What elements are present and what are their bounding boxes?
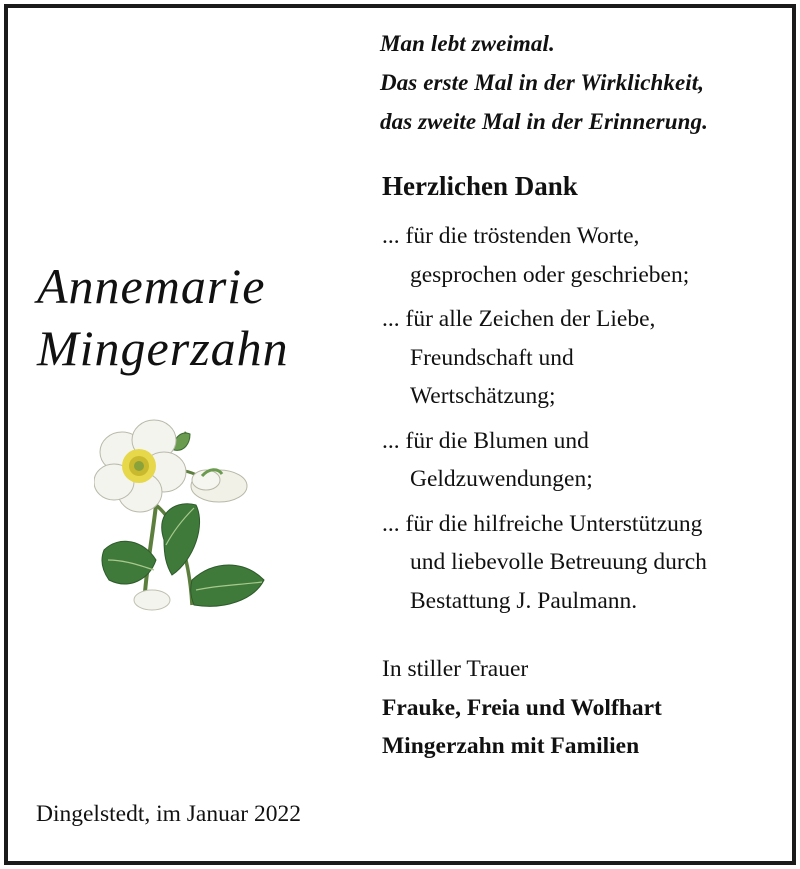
deceased-last-name: Mingerzahn xyxy=(37,320,289,376)
thanks-item-line: gesprochen oder geschrieben; xyxy=(410,261,690,288)
thanks-item xyxy=(382,300,782,416)
thanks-item-line: ... für die Blumen und xyxy=(382,427,589,454)
place-date: Dingelstedt, im Januar 2022 xyxy=(36,801,301,827)
motto-line-3: das zweite Mal in der Erinnerung. xyxy=(380,109,708,134)
thanks-item-line: und liebevolle Betreuung durch xyxy=(410,549,707,575)
thanks-item-line: ... für die hilfreiche Unterstützung xyxy=(382,510,703,537)
motto-line-1: Man lebt zweimal. xyxy=(380,31,555,56)
mourners-names-line-1: Frauke, Freia und Wolfhart xyxy=(382,694,662,721)
thanks-heading: Herzlichen Dank xyxy=(382,171,578,201)
mourners-intro: In stiller Trauer xyxy=(382,656,529,682)
thanks-item xyxy=(382,505,782,621)
motto-line-2: Das erste Mal in der Wirklichkeit, xyxy=(380,70,705,95)
deceased-first-name: Annemarie xyxy=(37,258,266,314)
thanks-item-line: Geldzuwendungen; xyxy=(410,466,593,492)
mourners xyxy=(382,650,782,766)
thanks-item-line: ... für die tröstenden Worte, xyxy=(382,223,640,249)
hellebore-flower-icon xyxy=(94,410,274,615)
motto xyxy=(380,24,780,141)
thanks-list xyxy=(382,217,782,626)
thanks-item-line: Bestattung J. Paulmann. xyxy=(410,587,638,614)
thanks-item-line: ... für alle Zeichen der Liebe, xyxy=(382,306,656,332)
deceased-name xyxy=(37,255,367,379)
thanks-item xyxy=(382,217,782,294)
thanks-item xyxy=(382,422,782,499)
mourners-names-line-2: Mingerzahn mit Familien xyxy=(382,733,640,759)
thanks-item-line: Wertschätzung; xyxy=(410,383,556,409)
thanks-item-line: Freundschaft und xyxy=(410,344,574,371)
